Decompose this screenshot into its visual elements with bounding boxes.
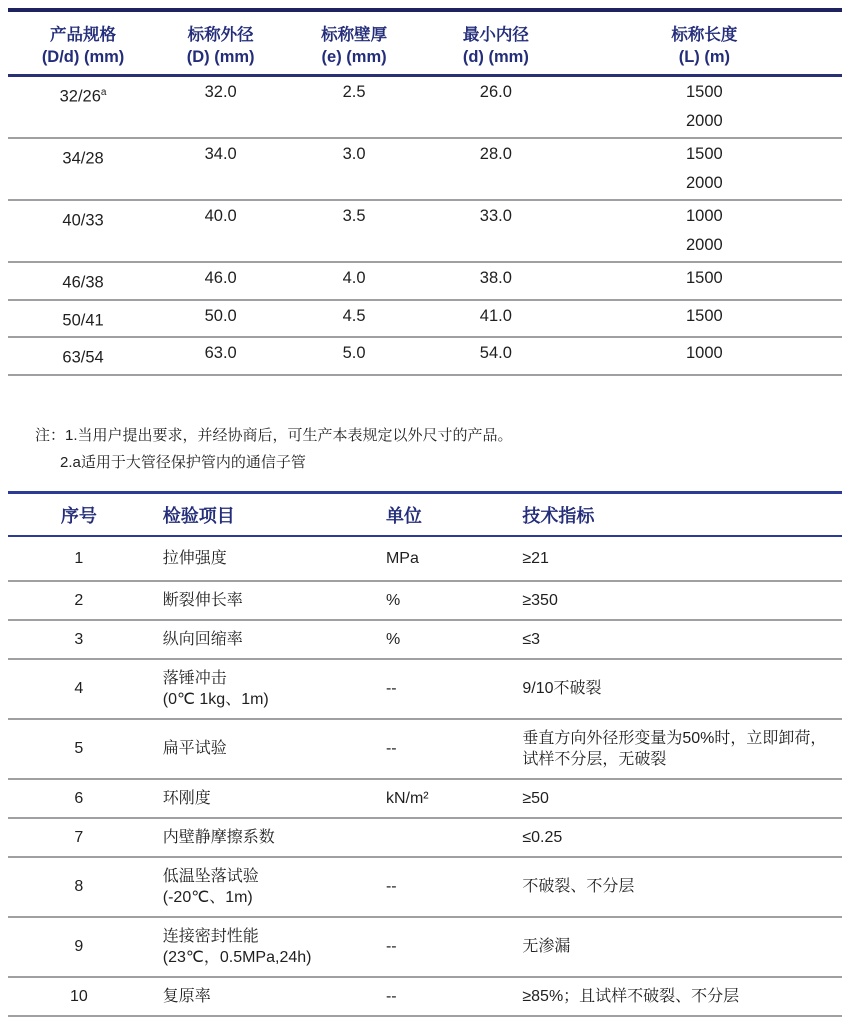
header-technical-index: 技术指标 — [508, 492, 842, 536]
spec-cell: ≥85%；且试样不破裂、不分层 — [508, 977, 842, 1016]
od-cell: 63.0 — [158, 337, 283, 375]
spec-cell: 垂直方向外径形变量为50%时，立即卸荷，试样不分层，无破裂 — [508, 719, 842, 779]
index-cell: 7 — [8, 818, 150, 857]
unit-cell: -- — [375, 659, 508, 719]
unit-cell: -- — [375, 857, 508, 917]
header-length-symbol: (L) (m) — [678, 48, 731, 66]
spec-cell: 9/10不破裂 — [508, 659, 842, 719]
product-spec-table-body — [8, 76, 842, 375]
table-row — [8, 337, 842, 375]
spec-cell: 50/41 — [8, 300, 158, 338]
table-row — [8, 659, 842, 719]
index-cell: 5 — [8, 719, 150, 779]
header-outer-diameter — [158, 10, 283, 76]
header-spec-name: 产品规格 — [50, 26, 117, 44]
inspection-table-body — [8, 536, 842, 1016]
header-unit: 单位 — [375, 492, 508, 536]
spec-cell: 不破裂、不分层 — [508, 857, 842, 917]
table-row — [8, 977, 842, 1016]
inspection-table — [8, 491, 842, 1017]
id-cell: 28.0 — [425, 138, 567, 200]
id-cell: 38.0 — [425, 262, 567, 300]
header-od-symbol: (D) (mm) — [186, 48, 255, 66]
table-row — [8, 581, 842, 620]
item-cell: 纵向回缩率 — [150, 620, 375, 659]
table-row — [8, 138, 842, 200]
unit-cell: % — [375, 581, 508, 620]
unit-cell: % — [375, 620, 508, 659]
header-od-name: 标称外径 — [187, 26, 254, 44]
item-cell: 落锤冲击 (0℃ 1kg、1m) — [150, 659, 375, 719]
od-cell: 32.0 — [158, 76, 283, 139]
spec-cell: 46/38 — [8, 262, 158, 300]
header-id-name: 最小内径 — [462, 26, 529, 44]
spec-cell: ≥50 — [508, 779, 842, 818]
footnote-marker: a — [100, 87, 107, 98]
length-cell: 1500 — [567, 300, 842, 338]
wall-cell: 2.5 — [283, 76, 425, 139]
item-cell: 低温坠落试验 (-20℃、1m) — [150, 857, 375, 917]
index-cell: 1 — [8, 536, 150, 581]
length-cell: 1000 — [567, 337, 842, 375]
table-row — [8, 300, 842, 338]
spec-cell: 63/54 — [8, 337, 158, 375]
header-row — [8, 492, 842, 536]
table-row — [8, 620, 842, 659]
table-row — [8, 200, 842, 262]
item-cell: 扁平试验 — [150, 719, 375, 779]
table-row — [8, 818, 842, 857]
length-cell: 1500 2000 — [567, 138, 842, 200]
id-cell: 33.0 — [425, 200, 567, 262]
wall-cell: 5.0 — [283, 337, 425, 375]
od-cell: 40.0 — [158, 200, 283, 262]
header-row — [8, 10, 842, 76]
item-cell: 环刚度 — [150, 779, 375, 818]
table-row — [8, 262, 842, 300]
product-spec-table — [8, 8, 842, 376]
id-cell: 41.0 — [425, 300, 567, 338]
header-inspection-item: 检验项目 — [150, 492, 375, 536]
header-min-inner-diameter — [425, 10, 567, 76]
table-row — [8, 857, 842, 917]
spec-cell: 34/28 — [8, 138, 158, 200]
note-line-1: 注：1.当用户提出要求，并经协商后，可生产本表规定以外尺寸的产品。 — [35, 426, 513, 444]
od-cell: 50.0 — [158, 300, 283, 338]
header-length-name: 标称长度 — [671, 26, 738, 44]
header-spec-symbol: (D/d) (mm) — [41, 48, 125, 66]
spec-cell: ≥350 — [508, 581, 842, 620]
spec-cell: 40/33 — [8, 200, 158, 262]
index-cell: 3 — [8, 620, 150, 659]
header-spec — [8, 10, 158, 76]
header-wall-symbol: (e) (mm) — [321, 48, 387, 66]
header-index: 序号 — [8, 492, 150, 536]
document-page — [0, 8, 850, 1005]
header-wall-name: 标称壁厚 — [321, 26, 388, 44]
product-spec-table-header — [8, 10, 842, 76]
table-row — [8, 536, 842, 581]
header-wall-thickness — [283, 10, 425, 76]
index-cell: 4 — [8, 659, 150, 719]
length-cell: 1500 2000 — [567, 76, 842, 139]
item-cell: 内壁静摩擦系数 — [150, 818, 375, 857]
wall-cell: 3.5 — [283, 200, 425, 262]
table-notes — [35, 422, 830, 476]
id-cell: 26.0 — [425, 76, 567, 139]
index-cell: 9 — [8, 917, 150, 977]
wall-cell: 4.0 — [283, 262, 425, 300]
unit-cell: -- — [375, 917, 508, 977]
unit-cell: MPa — [375, 536, 508, 581]
unit-cell — [375, 818, 508, 857]
spec-cell: ≤0.25 — [508, 818, 842, 857]
unit-cell: -- — [375, 719, 508, 779]
spec-cell: ≥21 — [508, 536, 842, 581]
index-cell: 6 — [8, 779, 150, 818]
inspection-table-header — [8, 492, 842, 536]
item-cell: 连接密封性能 (23℃，0.5MPa,24h) — [150, 917, 375, 977]
spec-cell: 32/26$^a$ — [8, 76, 158, 139]
header-length — [567, 10, 842, 76]
index-cell: 2 — [8, 581, 150, 620]
id-cell: 54.0 — [425, 337, 567, 375]
table-row — [8, 719, 842, 779]
table-row — [8, 779, 842, 818]
wall-cell: 3.0 — [283, 138, 425, 200]
od-cell: 34.0 — [158, 138, 283, 200]
item-cell: 复原率 — [150, 977, 375, 1016]
item-cell: 拉伸强度 — [150, 536, 375, 581]
item-cell: 断裂伸长率 — [150, 581, 375, 620]
table-row — [8, 76, 842, 139]
length-cell: 1500 — [567, 262, 842, 300]
index-cell: 10 — [8, 977, 150, 1016]
unit-cell: kN/m² — [375, 779, 508, 818]
table-row — [8, 917, 842, 977]
od-cell: 46.0 — [158, 262, 283, 300]
wall-cell: 4.5 — [283, 300, 425, 338]
spec-cell: ≤3 — [508, 620, 842, 659]
header-id-symbol: (d) (mm) — [462, 48, 529, 66]
spec-cell: 无渗漏 — [508, 917, 842, 977]
length-cell: 1000 2000 — [567, 200, 842, 262]
index-cell: 8 — [8, 857, 150, 917]
note-line-2: 2.a适用于大管径保护管内的通信子管 — [60, 453, 306, 471]
unit-cell: -- — [375, 977, 508, 1016]
